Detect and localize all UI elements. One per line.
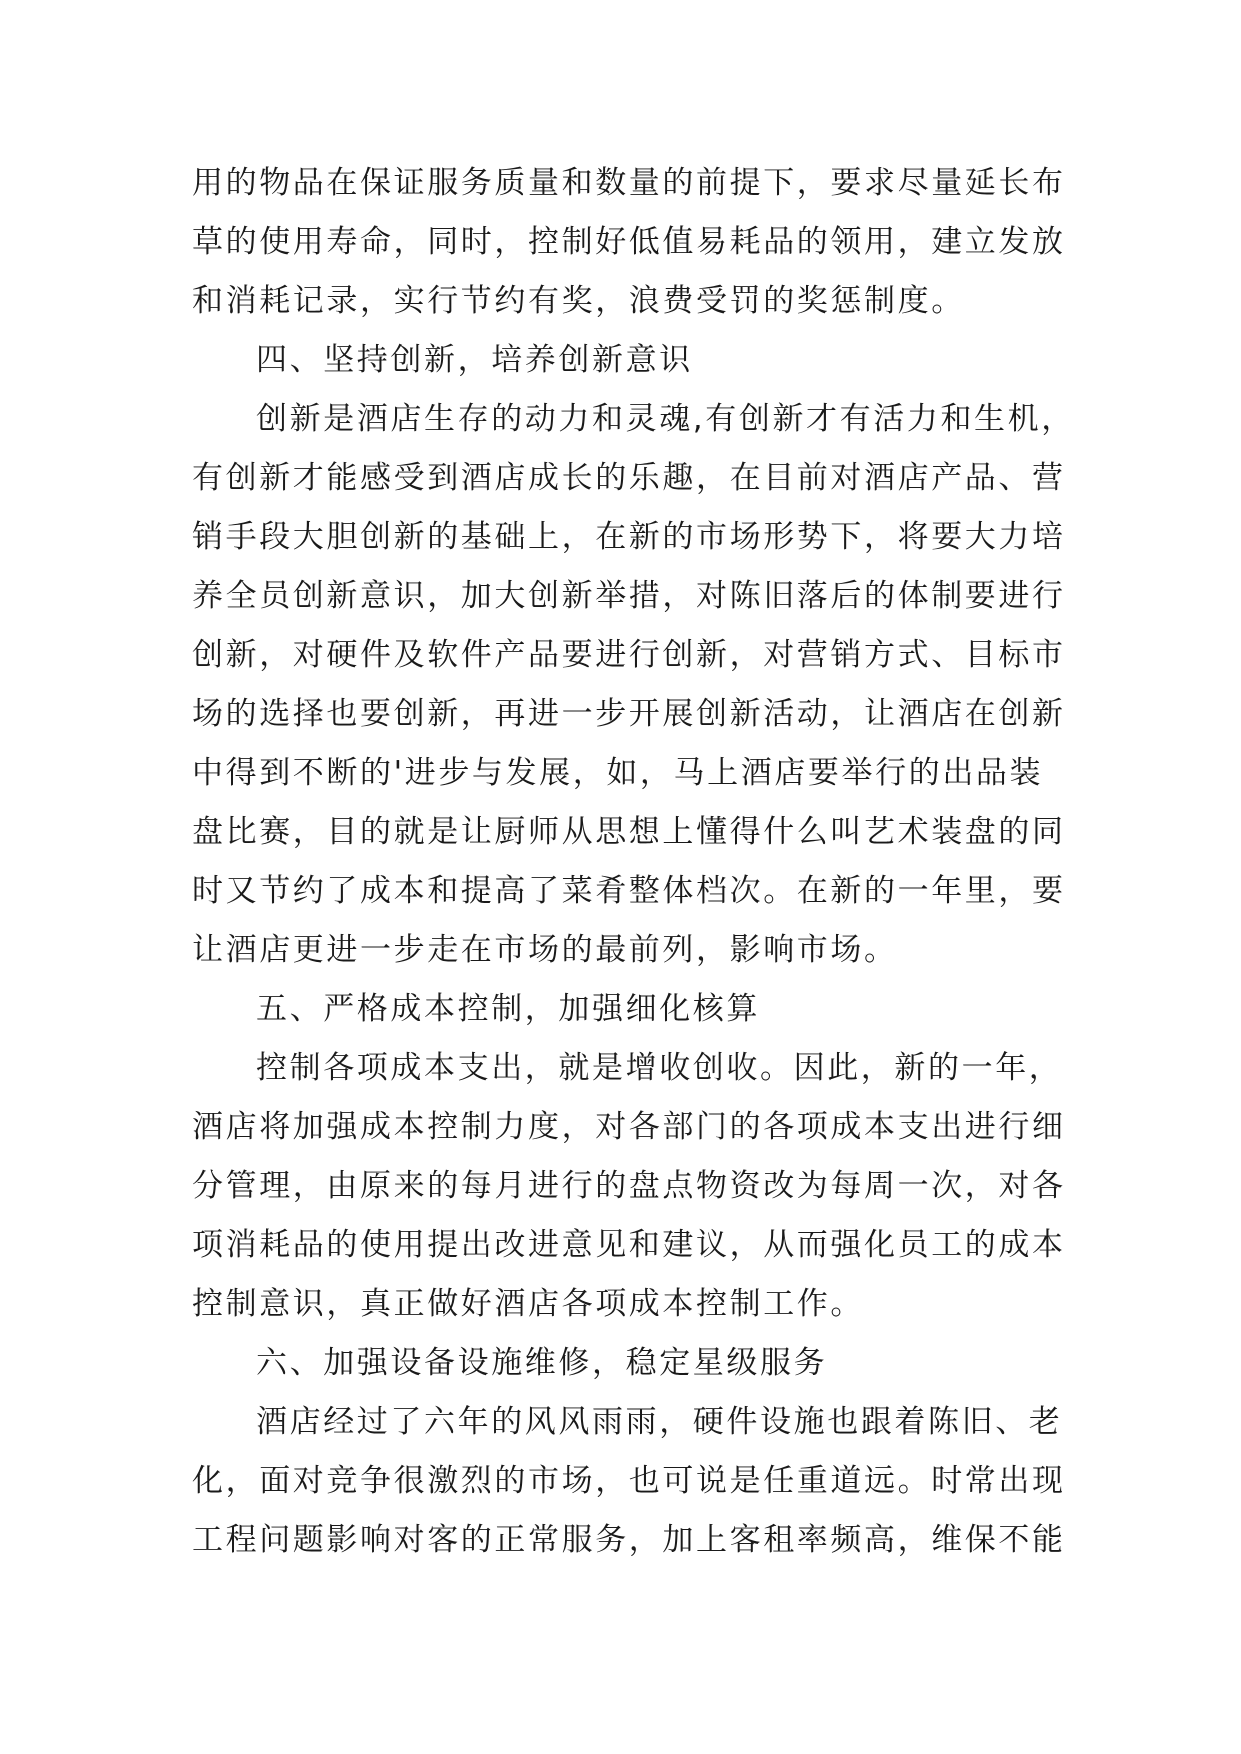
text-line: 让酒店更进一步走在市场的最前列，影响市场。 [192, 932, 898, 968]
text-line: 分管理，由原来的每月进行的盘点物资改为每周一次，对各 [192, 1168, 1066, 1204]
text-line: 酒店将加强成本控制力度，对各部门的各项成本支出进行细 [192, 1109, 1066, 1145]
text-line: 酒店经过了六年的风风雨雨，硬件设施也跟着陈旧、老 [256, 1404, 1063, 1440]
text-line: 创新是酒店生存的动力和灵魂,有创新才有活力和生机， [256, 401, 1075, 437]
text-line: 工程问题影响对客的正常服务，加上客租率频高，维保不能 [192, 1522, 1066, 1558]
section-heading: 四、坚持创新，培养创新意识 [256, 342, 693, 378]
text-line: 有创新才能感受到酒店成长的乐趣，在目前对酒店产品、营 [192, 460, 1066, 496]
body-text [192, 154, 1075, 1570]
section-heading: 六、加强设备设施维修，稳定星级服务 [256, 1345, 828, 1381]
text-line: 盘比赛，目的就是让厨师从思想上懂得什么叫艺术装盘的同 [192, 814, 1066, 850]
text-line: 创新，对硬件及软件产品要进行创新，对营销方式、目标市 [192, 637, 1066, 673]
text-line: 中得到不断的'进步与发展，如，马上酒店要举行的出品装 [192, 755, 1044, 791]
text-line: 养全员创新意识，加大创新举措，对陈旧落后的体制要进行 [192, 578, 1066, 614]
text-line: 销手段大胆创新的基础上，在新的市场形势下，将要大力培 [192, 519, 1066, 555]
text-line: 化，面对竞争很激烈的市场，也可说是任重道远。时常出现 [192, 1463, 1066, 1499]
text-line: 用的物品在保证服务质量和数量的前提下，要求尽量延长布 [192, 165, 1066, 201]
text-line: 控制意识，真正做好酒店各项成本控制工作。 [192, 1286, 864, 1322]
text-line: 草的使用寿命，同时，控制好低值易耗品的领用，建立发放 [192, 224, 1066, 260]
text-line: 控制各项成本支出，就是增收创收。因此，新的一年， [256, 1050, 1063, 1086]
text-line: 时又节约了成本和提高了菜肴整体档次。在新的一年里，要 [192, 873, 1066, 909]
section-heading: 五、严格成本控制，加强细化核算 [256, 991, 760, 1027]
text-line: 场的选择也要创新，再进一步开展创新活动，让酒店在创新 [192, 696, 1066, 732]
text-line: 和消耗记录，实行节约有奖，浪费受罚的奖惩制度。 [192, 283, 965, 319]
text-line: 项消耗品的使用提出改进意见和建议，从而强化员工的成本 [192, 1227, 1066, 1263]
